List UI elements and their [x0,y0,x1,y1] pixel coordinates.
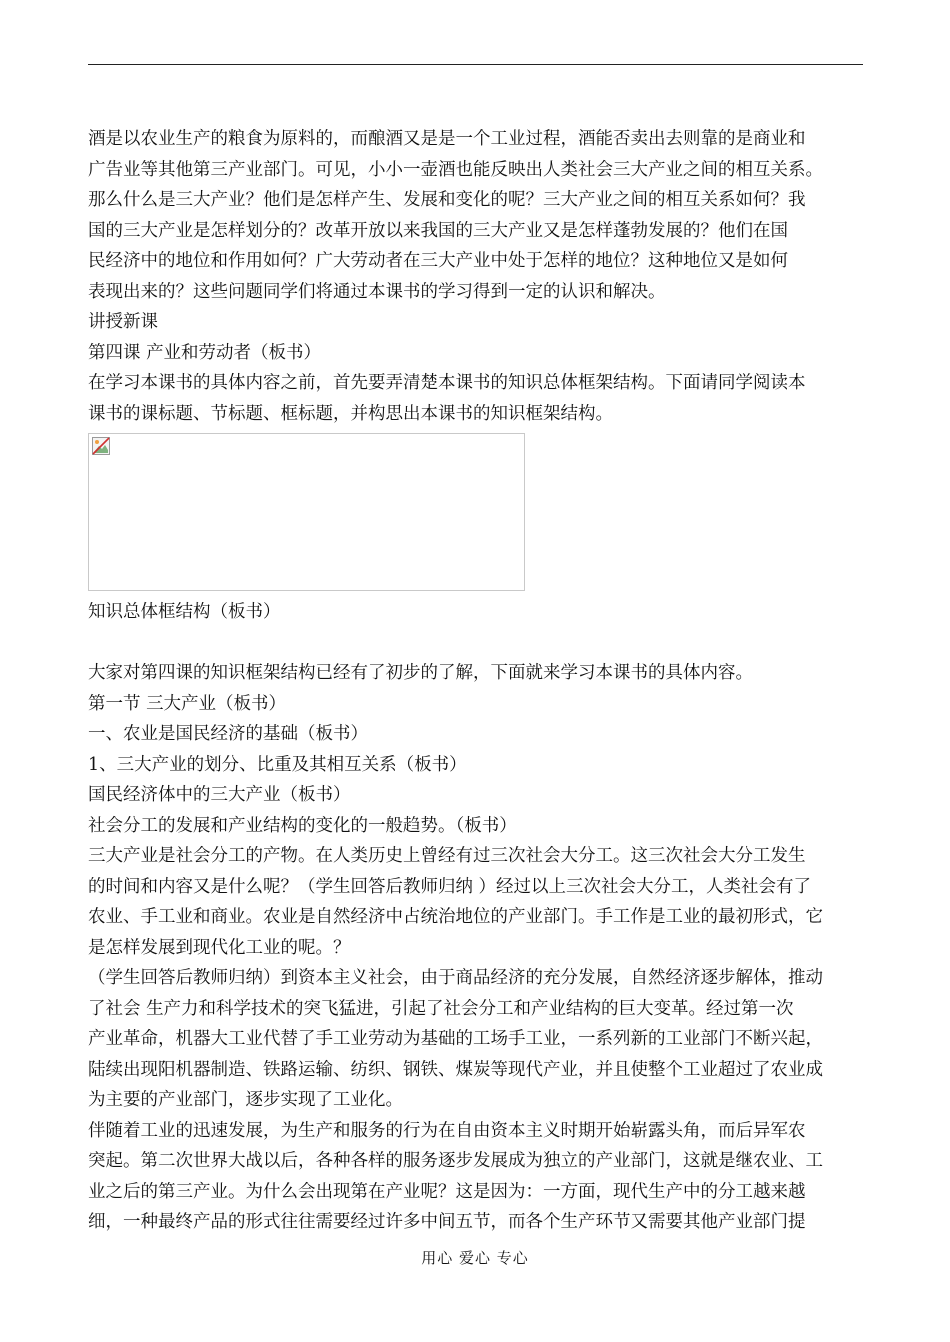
paragraph-line: 酒是以农业生产的粮食为原料的，而酿酒又是是一个工业过程，酒能否卖出去则靠的是商业和 [88,129,806,149]
subsection-heading: 国民经济体中的三大产业（板书） [88,785,351,805]
lesson-heading: 第四课 产业和劳动者（板书） [88,342,322,363]
paragraph-line: 伴随着工业的迅速发展，为生产和服务的行为在自由资本主义时期开始崭露头角，而后异军农 [88,1120,806,1141]
blank-line [88,628,864,659]
paragraph-line: 是怎样发展到现代化工业的呢。？ [88,937,351,958]
paragraph-line: 民经济中的地位和作用如何？广大劳动者在三大产业中处于怎样的地位？这种地位又是如何 [88,251,788,271]
paragraph-line: 国的三大产业是怎样划分的？改革开放以来我国的三大产业又是怎样蓬勃发展的？他们在国 [88,220,788,241]
paragraph-line: 突起。第二次世界大战以后，各种各样的服务逐步发展成为独立的产业部门，这就是继农业、工 [88,1151,823,1171]
paragraph-line: 大家对第四课的知识框架结构已经有了初步的了解，下面就来学习本课书的具体内容。 [88,663,753,683]
section-heading: 讲授新课 [88,312,158,332]
document-body [88,124,864,1238]
paragraph-line: 广告业等其他第三产业部门。可见，小小一壶酒也能反映出人类社会三大产业之间的相互关系。 [88,159,823,180]
paragraph-line: 那么什么是三大产业？他们是怎样产生、发展和变化的呢？三大产业之间的相互关系如何？我 [88,190,806,210]
paragraph-line: 了社会 生产力和科学技术的突飞猛进，引起了社会分工和产业结构的巨大变革。经过第一次 [88,998,794,1019]
paragraph-line: （学生回答后教师归纳）到资本主义社会，由于商品经济的充分发展，自然经济逐步解体，推动 [88,968,823,988]
paragraph-line: 陆续出现阳机器制造、铁路运输、纺织、钢铁、煤炭等现代产业，并且使整个工业超过了农业成 [88,1059,823,1080]
header-rule [88,64,863,65]
page-footer: 用心 爱心 专心 [421,1249,529,1267]
paragraph-line: 课书的课标题、节标题、框标题，并构思出本课书的知识框架结构。 [88,403,613,424]
paragraph-line: 表现出来的？这些问题同学们将通过本课书的学习得到一定的认识和解决。 [88,281,666,302]
paragraph-line: 在学习本课书的具体内容之前，首先要弄清楚本课书的知识总体框架结构。下面请同学阅读本 [88,373,806,393]
paragraph-line: 产业革命，机器大工业代替了手工业劳动为基础的工场手工业，一系列新的工业部门不断兴起， [88,1029,823,1049]
paragraph-line: 细，一种最终产品的形式往往需要经过许多中间五节，而各个生产环节又需要其他产业部门提 [88,1212,806,1232]
paragraph-line: 农业、手工业和商业。农业是自然经济中占统治地位的产业部门。手工作是工业的最初形式，它 [88,907,823,927]
paragraph-line: 业之后的第三产业。为什么会出现第在产业呢？这是因为：一方面，现代生产中的分工越来越 [88,1181,806,1202]
figure-caption: 知识总体框结构（板书） [88,602,281,622]
broken-image-icon [92,437,110,455]
subsection-heading: 1、三大产业的划分、比重及其相互关系（板书） [88,754,467,775]
paragraph-line: 为主要的产业部门，逐步实现了工业化。 [88,1090,403,1110]
paragraph-line: 的时间和内容又是什么呢？（学生回答后教师归纳 ）经过以上三次社会大分工，人类社会有了 [88,876,812,897]
paragraph-line: 三大产业是社会分工的产物。在人类历史上曾经有过三次社会大分工。这三次社会大分工发生 [88,846,806,866]
figure-placeholder [88,433,525,591]
section-heading: 第一节 三大产业（板书） [88,693,287,714]
subsection-heading: 社会分工的发展和产业结构的变化的一般趋势。（板书） [88,815,517,836]
subsection-heading: 一、农业是国民经济的基础（板书） [88,724,368,744]
